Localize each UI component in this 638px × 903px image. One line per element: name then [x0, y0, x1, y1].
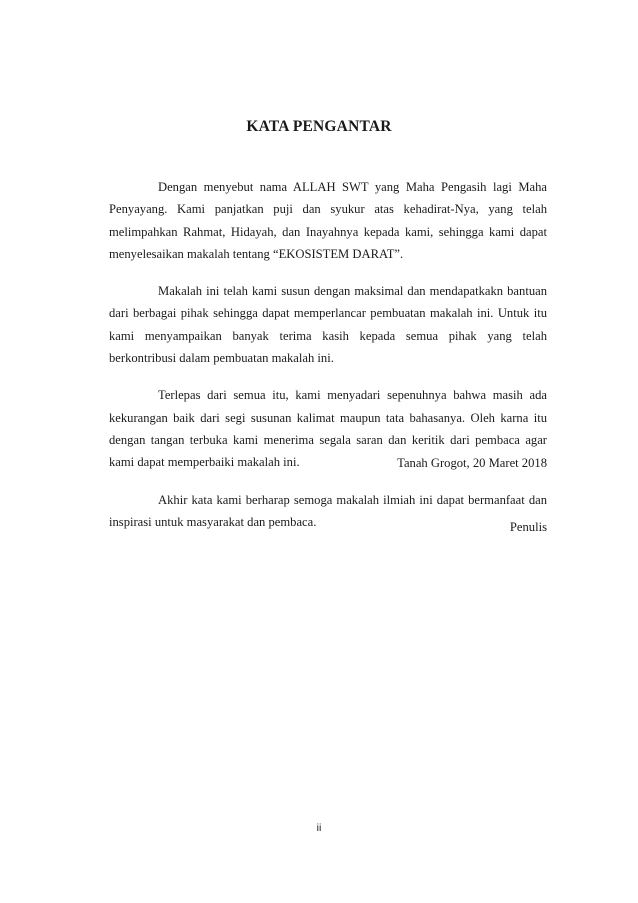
paragraph-3: Terlepas dari semua itu, kami menyadari sepenuhnya bahwa masih ada kekurangan baik dari segi susunan kalimat maupun tata bahasanya. Oleh karna itu dengan tangan terbuka kami menerima segala saran dan keritik dari pembaca agar kami dapat memperbaiki makalah ini.	[109, 388, 547, 470]
paragraph-4: Akhir kata kami berharap semoga makalah ilmiah ini dapat bermanfaat dan inspirasi untuk masyarakat dan pembaca.	[109, 492, 547, 529]
paragraph-2: Makalah ini telah kami susun dengan maksimal dan mendapatkakn bantuan dari berbagai pihak sehingga dapat memperlancar pembuatan makalah ini. Untuk itu kami menyampaikan banyak terima kasih kepada semua pihak yang telah berkontribusi dalam pembuatan makalah ini.	[109, 284, 547, 366]
author-signature: Penulis	[509, 520, 547, 534]
page-number: ii	[316, 822, 322, 834]
body-text	[109, 176, 547, 548]
paragraph-1: Dengan menyebut nama ALLAH SWT yang Maha Pengasih lagi Maha Penyayang. Kami panjatkan puji dan syukur atas kehadirat-Nya, yang telah melimpahkan Rahmat, Hidayah, dan Inayahnya kepada kami, sehingga kami dapat menyelesaikan makalah tentang “EKOSISTEM DARAT”.	[109, 180, 547, 261]
page-title: KATA PENGANTAR	[246, 118, 392, 135]
place-date: Tanah Grogot, 20 Maret 2018	[397, 456, 547, 470]
